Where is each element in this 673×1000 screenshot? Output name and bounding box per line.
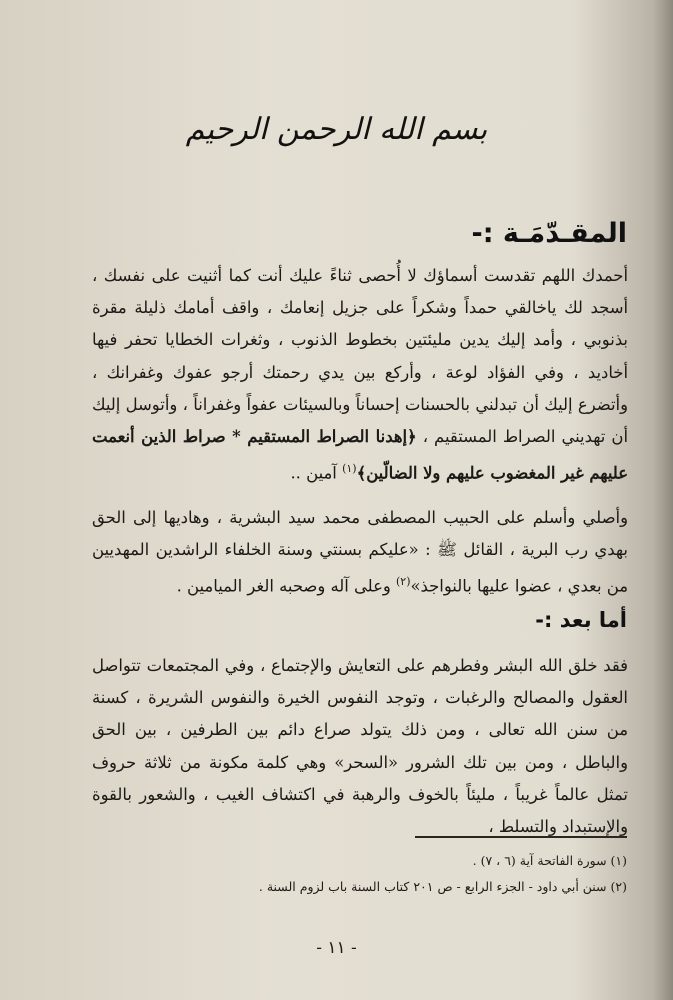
page-number: - ١١ -	[316, 938, 357, 958]
introduction-paragraph	[92, 260, 628, 490]
body-paragraph: فقد خلق الله البشر وفطرهم على التعايش والإجتماع ، وفي المجتمعات تتواصل العقول والمصالح والرغبات ، وتوجد النفوس الخيرة والنفوس الشريرة ، كسنة من سنن الله تعالى ، ومن ذلك يتولد صراع دائم بين الطرفين ، بين الحق والباطل ، ومن بين تلك الشرور «السحر» وهي كلمة مكونة من ثلاثة حروف تمثل عالماً غريباً ، مليئاً بالخوف والرهبة في اكتشاف الغيب ، والشعور بالقوة والإستبداد والتسلط ،	[92, 656, 628, 837]
paragraph-text: أحمدك اللهم تقدست أسماؤك لا أُحصى ثناءً عليك أنت كما أثنيت على نفسك ، أسجد لك ياخالقي حمداً وشكراً على جزيل إنعامك ، واقف أمامك ذليلة مقرة بذنوبي ، وأمد إليك يدين مليئتين بخطوط الذنوب ، وثغرات الخطايا تحفر فيها أخاديد ، وفي الفؤاد لوعة ، وأركع بين يدي رحمتك أرجو عفوك وغفرانك ، وأتضرع إليك أن تبدلني بالحسنات إحساناً وبالسيئات عفواً وغفراناً ، وأتوسل إليك أن تهديني الصراط المستقيم ،	[92, 266, 628, 447]
salutation-paragraph	[92, 502, 628, 603]
footnote-ref: (١)	[342, 462, 357, 476]
quran-verse: ﴿إهدنا الصراط المستقيم * صراط الذين أنعمت عليهم غير المغضوب عليهم ولا الضالّين﴾	[92, 427, 628, 483]
footnote-2: (٢) سنن أبي داود - الجزء الرابع - ص ٢٠١ كتاب السنة باب لزوم السنة .	[258, 879, 627, 894]
introduction-heading: المقـدّمَـة :-	[471, 218, 627, 249]
paragraph-text: وأصلي وأسلم على الحبيب المصطفى محمد سيد البشرية ، وهاديها إلى الحق بهدي رب البرية ، القائل ﷺ : «عليكم بسنتي وسنة الخلفاء الراشدين المهديين من بعدي ، عضوا عليها بالنواجذ»	[92, 508, 628, 596]
footnote-divider	[415, 836, 627, 838]
footnotes	[67, 848, 627, 900]
section-heading: أما بعد :-	[535, 608, 627, 632]
footnote-1: (١) سورة الفاتحة آية (٦ ، ٧) .	[472, 853, 627, 868]
basmala-calligraphy: بسم الله الرحمن الرحيم	[185, 112, 488, 147]
paragraph-text: آمين ..	[290, 463, 343, 483]
footnote-ref: (٢)	[395, 575, 411, 589]
paragraph-text: وعلى آله وصحبه الغر الميامين .	[176, 576, 396, 596]
